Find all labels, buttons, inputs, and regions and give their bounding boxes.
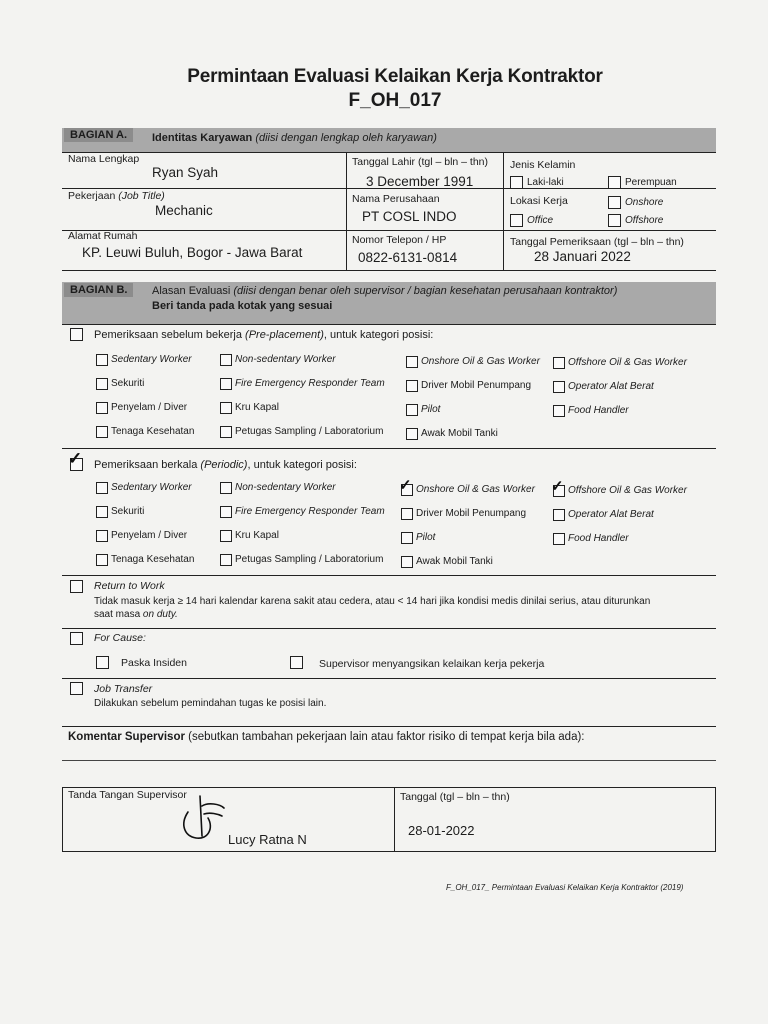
dob-value[interactable]: 3 December 1991 [366, 174, 474, 189]
dob-label: Tanggal Lahir (tgl – bln – thn) [352, 156, 489, 168]
per-fire-checkbox[interactable] [220, 506, 232, 518]
job-transfer-checkbox[interactable] [70, 682, 83, 695]
pre-offshore-label: Offshore Oil & Gas Worker [568, 357, 687, 368]
pre-onshore-label: Onshore Oil & Gas Worker [421, 356, 540, 367]
pre-sekuriti-label: Sekuriti [111, 378, 145, 389]
per-petugas-checkbox[interactable] [220, 554, 232, 566]
job-label: Pekerjaan (Job Title) [68, 190, 165, 202]
pre-penyelam-label: Penyelam / Diver [111, 402, 188, 413]
return-to-work-desc2: saat masa on duty. [94, 609, 178, 620]
name-value[interactable]: Ryan Syah [152, 165, 219, 180]
location-office-label: Office [527, 215, 554, 226]
location-label: Lokasi Kerja [510, 195, 568, 207]
for-cause-label: For Cause: [94, 632, 146, 644]
pre-fire-label: Fire Emergency Responder Team [235, 378, 385, 389]
per-offshore-label: Offshore Oil & Gas Worker [568, 485, 687, 496]
supervisor-doubt-label: Supervisor menyangsikan kelaikan kerja pekerja [319, 658, 545, 670]
per-non-sedentary-checkbox[interactable] [220, 482, 232, 494]
company-value[interactable]: PT COSL INDO [362, 209, 457, 224]
section-b-title: Alasan Evaluasi (diisi dengan benar oleh supervisor / bagian kesehatan perusahaan kontraktor) [152, 285, 618, 297]
per-awak-checkbox[interactable] [401, 556, 413, 568]
pre-non-sedentary-label: Non-sedentary Worker [235, 354, 336, 365]
return-to-work-checkbox[interactable] [70, 580, 83, 593]
checkmark-icon: ✓ [68, 449, 83, 468]
paska-insiden-label: Paska Insiden [121, 657, 187, 669]
comment-label: Komentar Supervisor (sebutkan tambahan pekerjaan lain atau faktor risiko di tempat kerja bila ada): [68, 731, 585, 743]
per-sedentary-label: Sedentary Worker [111, 482, 192, 493]
location-office-checkbox[interactable] [510, 214, 523, 227]
return-to-work-desc1: Tidak masuk kerja ≥ 14 hari kalendar karena sakit atau cedera, atau < 14 hari jika kondisi medis dinilai serius, atau diturunkan [94, 596, 651, 607]
pre-offshore-checkbox[interactable] [553, 357, 565, 369]
pre-sekuriti-checkbox[interactable] [96, 378, 108, 390]
paska-insiden-checkbox[interactable] [96, 656, 109, 669]
gender-label: Jenis Kelamin [510, 159, 576, 171]
section-b-instruction: Beri tanda pada kotak yang sesuai [152, 300, 333, 312]
signature-date-value[interactable]: 28-01-2022 [408, 823, 475, 838]
per-onshore-label: Onshore Oil & Gas Worker [416, 484, 535, 495]
pre-onshore-checkbox[interactable] [406, 356, 418, 368]
location-offshore-checkbox[interactable] [608, 214, 621, 227]
per-kru-label: Kru Kapal [235, 530, 279, 541]
per-pilot-label: Pilot [416, 532, 436, 543]
pre-petugas-checkbox[interactable] [220, 426, 232, 438]
location-onshore-checkbox[interactable] [608, 196, 621, 209]
periodic-label: Pemeriksaan berkala (Periodic), untuk kategori posisi: [94, 459, 357, 471]
per-pilot-checkbox[interactable] [401, 532, 413, 544]
job-transfer-label: Job Transfer [94, 683, 153, 695]
per-penyelam-checkbox[interactable] [96, 530, 108, 542]
per-food-checkbox[interactable] [553, 533, 565, 545]
signature-mark [178, 792, 228, 844]
pre-driver-label: Driver Mobil Penumpang [421, 380, 532, 391]
location-onshore-label: Onshore [625, 197, 664, 208]
pre-food-label: Food Handler [568, 405, 629, 416]
name-label: Nama Lengkap [68, 153, 140, 165]
for-cause-checkbox[interactable] [70, 632, 83, 645]
per-food-label: Food Handler [568, 533, 629, 544]
section-a-tag: BAGIAN A. [64, 128, 133, 142]
per-sekuriti-checkbox[interactable] [96, 506, 108, 518]
per-kru-checkbox[interactable] [220, 530, 232, 542]
pre-tenaga-checkbox[interactable] [96, 426, 108, 438]
pre-kru-label: Kru Kapal [235, 402, 279, 413]
form-footer: F_OH_017_ Permintaan Evaluasi Kelaikan Kerja Kontraktor (2019) [446, 883, 684, 892]
gender-male-label: Laki-laki [527, 177, 564, 188]
job-value[interactable]: Mechanic [155, 203, 213, 218]
per-penyelam-label: Penyelam / Diver [111, 530, 188, 541]
supervisor-doubt-checkbox[interactable] [290, 656, 303, 669]
per-sekuriti-label: Sekuriti [111, 506, 145, 517]
per-driver-checkbox[interactable] [401, 508, 413, 520]
per-non-sedentary-label: Non-sedentary Worker [235, 482, 336, 493]
exam-date-label: Tanggal Pemeriksaan (tgl – bln – thn) [510, 236, 684, 248]
return-to-work-label: Return to Work [94, 580, 165, 592]
checkmark-icon: ✓ [399, 477, 412, 494]
per-tenaga-label: Tenaga Kesehatan [111, 554, 195, 565]
pre-petugas-label: Petugas Sampling / Laboratorium [235, 426, 384, 437]
pre-kru-checkbox[interactable] [220, 402, 232, 414]
signature-label: Tanda Tangan Supervisor [68, 789, 187, 801]
address-value[interactable]: KP. Leuwi Buluh, Bogor - Jawa Barat [82, 245, 303, 260]
checkmark-icon: ✓ [551, 478, 564, 495]
per-operator-label: Operator Alat Berat [568, 509, 654, 520]
per-sedentary-checkbox[interactable] [96, 482, 108, 494]
pre-penyelam-checkbox[interactable] [96, 402, 108, 414]
signature-date-label: Tanggal (tgl – bln – thn) [400, 791, 510, 803]
form-title: Permintaan Evaluasi Kelaikan Kerja Kontraktor [187, 66, 603, 87]
per-fire-label: Fire Emergency Responder Team [235, 506, 385, 517]
location-offshore-label: Offshore [625, 215, 664, 226]
form-code: F_OH_017 [348, 90, 442, 111]
per-driver-label: Driver Mobil Penumpang [416, 508, 527, 519]
supervisor-name: Lucy Ratna N [228, 832, 307, 847]
pre-operator-label: Operator Alat Berat [568, 381, 654, 392]
gender-male-checkbox[interactable] [510, 176, 523, 189]
gender-female-label: Perempuan [625, 177, 677, 188]
section-a-title: Identitas Karyawan (diisi dengan lengkap oleh karyawan) [152, 132, 437, 144]
pre-awak-checkbox[interactable] [406, 428, 418, 440]
pre-fire-checkbox[interactable] [220, 378, 232, 390]
per-operator-checkbox[interactable] [553, 509, 565, 521]
company-label: Nama Perusahaan [352, 193, 440, 205]
pre-operator-checkbox[interactable] [553, 381, 565, 393]
address-label: Alamat Rumah [68, 230, 138, 242]
per-awak-label: Awak Mobil Tanki [416, 556, 493, 567]
pre-sedentary-label: Sedentary Worker [111, 354, 192, 365]
pre-awak-label: Awak Mobil Tanki [421, 428, 498, 439]
per-petugas-label: Petugas Sampling / Laboratorium [235, 554, 384, 565]
gender-female-checkbox[interactable] [608, 176, 621, 189]
pre-sedentary-checkbox[interactable] [96, 354, 108, 366]
pre-driver-checkbox[interactable] [406, 380, 418, 392]
phone-value[interactable]: 0822-6131-0814 [358, 250, 458, 265]
section-b-tag: BAGIAN B. [64, 283, 133, 297]
preplacement-checkbox[interactable] [70, 328, 83, 341]
pre-food-checkbox[interactable] [553, 405, 565, 417]
pre-pilot-label: Pilot [421, 404, 441, 415]
pre-pilot-checkbox[interactable] [406, 404, 418, 416]
job-transfer-desc: Dilakukan sebelum pemindahan tugas ke posisi lain. [94, 698, 327, 709]
pre-tenaga-label: Tenaga Kesehatan [111, 426, 195, 437]
phone-label: Nomor Telepon / HP [352, 234, 447, 246]
pre-non-sedentary-checkbox[interactable] [220, 354, 232, 366]
preplacement-label: Pemeriksaan sebelum bekerja (Pre-placement), untuk kategori posisi: [94, 329, 434, 341]
exam-date-value[interactable]: 28 Januari 2022 [534, 249, 631, 264]
per-tenaga-checkbox[interactable] [96, 554, 108, 566]
